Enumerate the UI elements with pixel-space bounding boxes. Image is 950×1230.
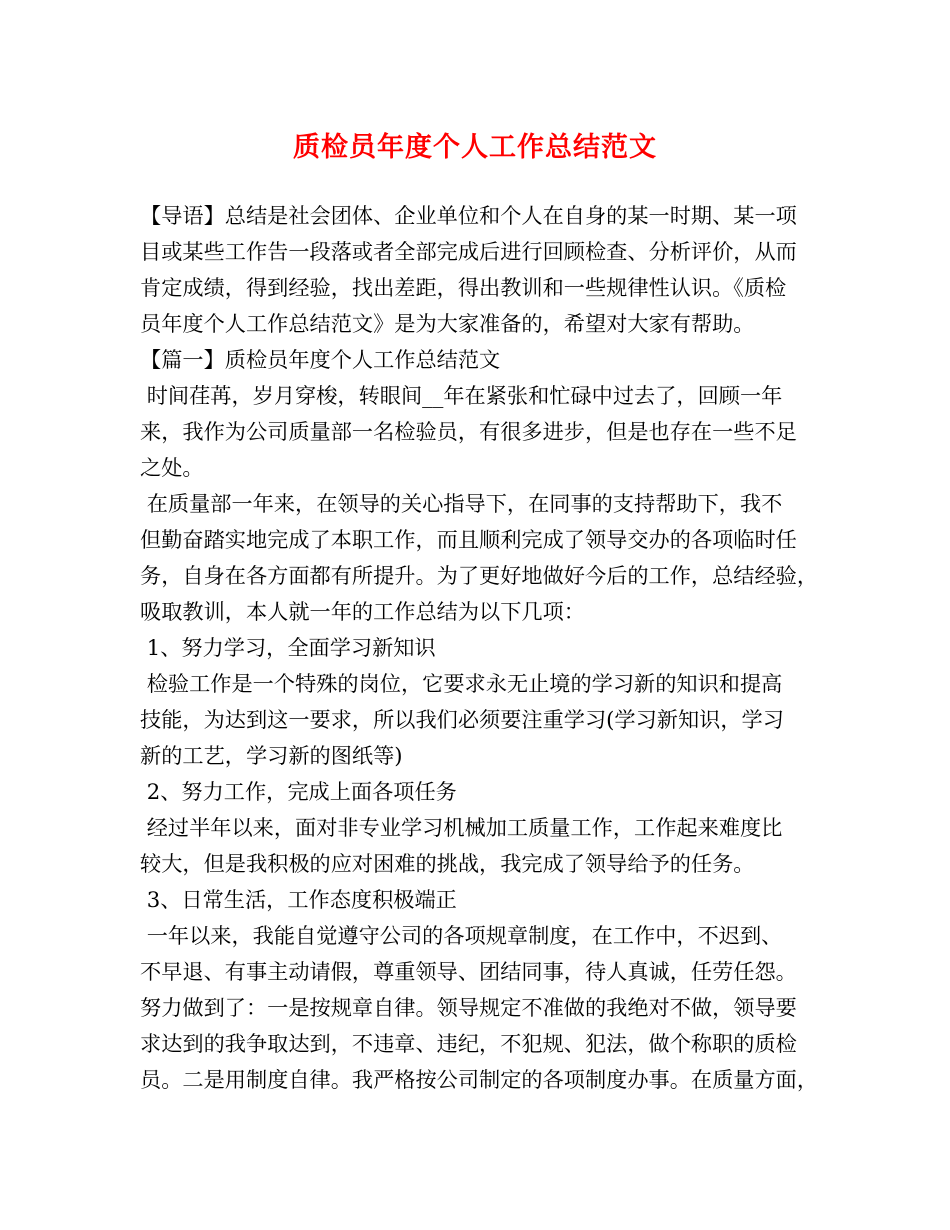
paragraph-line: 求达到的我争取达到，不违章、违纪，不犯规、犯法，做个称职的质检 [140, 1031, 797, 1056]
paragraph-line: 不早退、有事主动请假，尊重领导、团结同事，待人真诚，任劳任怨。 [140, 959, 797, 984]
paragraph-line: 在质量部一年来，在领导的关心指导下，在同事的支持帮助下，我不 [140, 491, 783, 516]
paragraph-line: 之处。 [140, 455, 204, 480]
document-body [140, 198, 820, 1098]
paragraph-line: 努力做到了：一是按规章自律。领导规定不准做的我绝对不做，领导要 [140, 995, 797, 1020]
paragraph-line: 较大，但是我积极的应对困难的挑战，我完成了领导给予的任务。 [140, 851, 755, 876]
paragraph-line: 1、努力学习，全面学习新知识 [140, 635, 436, 660]
paragraph-line: 检验工作是一个特殊的岗位，它要求永无止境的学习新的知识和提高 [140, 671, 783, 696]
paragraph-line: 时间荏苒，岁月穿梭，转眼间__年在紧张和忙碌中过去了，回顾一年 [140, 383, 783, 408]
paragraph-line: 3、日常生活，工作态度积极端正 [140, 887, 457, 912]
paragraph-line: 技能，为达到这一要求，所以我们必须要注重学习(学习新知识，学习 [140, 707, 784, 732]
paragraph-line: 肯定成绩，得到经验，找出差距，得出教训和一些规律性认识。《质检 [140, 275, 787, 300]
paragraph-line: 【篇一】质检员年度个人工作总结范文 [140, 347, 501, 372]
document-title: 质检员年度个人工作总结范文 [293, 132, 657, 163]
paragraph-line: 员。二是用制度自律。我严格按公司制定的各项制度办事。在质量方面， [140, 1067, 819, 1092]
paragraph-line: 新的工艺，学习新的图纸等) [140, 743, 403, 768]
paragraph-line: 来，我作为公司质量部一名检验员，有很多进步，但是也存在一些不足 [140, 419, 797, 444]
paragraph-line: 目或某些工作告一段落或者全部完成后进行回顾检查、分析评价，从而 [140, 239, 797, 264]
paragraph-line: 【导语】总结是社会团体、企业单位和个人在自身的某一时期、某一项 [140, 203, 797, 228]
paragraph-line: 2、努力工作，完成上面各项任务 [140, 779, 457, 804]
paragraph-line: 经过半年以来，面对非专业学习机械加工质量工作，工作起来难度比 [140, 815, 783, 840]
paragraph-line: 吸取教训，本人就一年的工作总结为以下几项： [140, 599, 585, 624]
paragraph-line: 员年度个人工作总结范文》是为大家准备的，希望对大家有帮助。 [140, 311, 755, 336]
paragraph-line: 务，自身在各方面都有所提升。为了更好地做好今后的工作，总结经验， [140, 563, 819, 588]
paragraph-line: 但勤奋踏实地完成了本职工作，而且顺利完成了领导交办的各项临时任 [140, 527, 797, 552]
paragraph-line: 一年以来，我能自觉遵守公司的各项规章制度，在工作中，不迟到、 [140, 923, 783, 948]
